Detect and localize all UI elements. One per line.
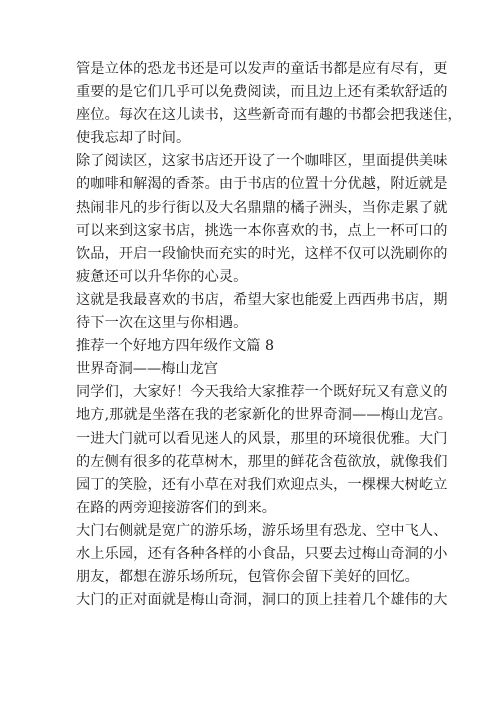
paragraph-line: 水上乐园，还有各种各样的小食品，只要去过梅山奇洞的小 [76,545,448,562]
paragraph-line: 朋友，都想在游乐场所玩，包管你会留下美好的回忆。 [76,569,419,586]
paragraph-line: 这就是我最喜欢的书店，希望大家也能爱上西西弗书店，期 [76,291,448,308]
paragraph-line: 饮品，开启一段愉快而充实的时光，这样不仅可以洗刷你的 [76,245,448,262]
paragraph-line: 大门右侧就是宽广的游乐场，游乐场里有恐龙、空中飞人、 [76,522,448,539]
paragraph-line: 大门的正对面就是梅山奇洞，洞口的顶上挂着几个雄伟的大 [76,592,448,609]
paragraph-line: 待下一次在这里与你相遇。 [76,315,248,332]
paragraph-line: 管是立体的恐龙书还是可以发声的童话书都是应有尽有，更 [76,61,448,77]
paragraph-line: 重要的是它们几乎可以免费阅读，而且边上还有柔软舒适的 [76,84,448,101]
paragraph-line: 的左侧有很多的花草树木，那里的鲜花含苞欲放，就像我们 [76,453,448,470]
essay-heading: 推荐一个好地方四年级作文篇 8 [76,338,274,355]
paragraph-line: 在路的两旁迎接游客们的到来。 [76,499,277,516]
paragraph-line: 热闹非凡的步行街以及大名鼎鼎的橘子洲头，当你走累了就 [76,199,448,216]
paragraph-line: 除了阅读区，这家书店还开设了一个咖啡区，里面提供美味 [76,153,448,170]
paragraph-line: 地方,那就是坐落在我的老家新化的世界奇洞——梅山龙宫。 [76,407,453,424]
paragraph-line: 使我忘却了时间。 [76,130,191,147]
essay-title: 世界奇洞——梅山龙宫 [76,361,218,378]
paragraph-line: 同学们，大家好！今天我给大家推荐一个既好玩又有意义的 [76,384,448,401]
paragraph-line: 可以来到这家书店，挑选一本你喜欢的书，点上一杯可口的 [76,222,448,239]
paragraph-line: 座位。每次在这儿读书，这些新奇而有趣的书都会把我迷住， [76,107,462,124]
paragraph-line: 一进大门就可以看见迷人的风景，那里的环境很优雅。大门 [76,430,448,447]
document-body [76,58,462,612]
paragraph-line: 疲惫还可以升华你的心灵。 [76,268,248,285]
paragraph-line: 园丁的笑脸，还有小草在对我们欢迎点头，一棵棵大树屹立 [76,476,448,493]
paragraph-line: 的咖啡和解渴的香茶。由于书店的位置十分优越，附近就是 [76,176,448,193]
